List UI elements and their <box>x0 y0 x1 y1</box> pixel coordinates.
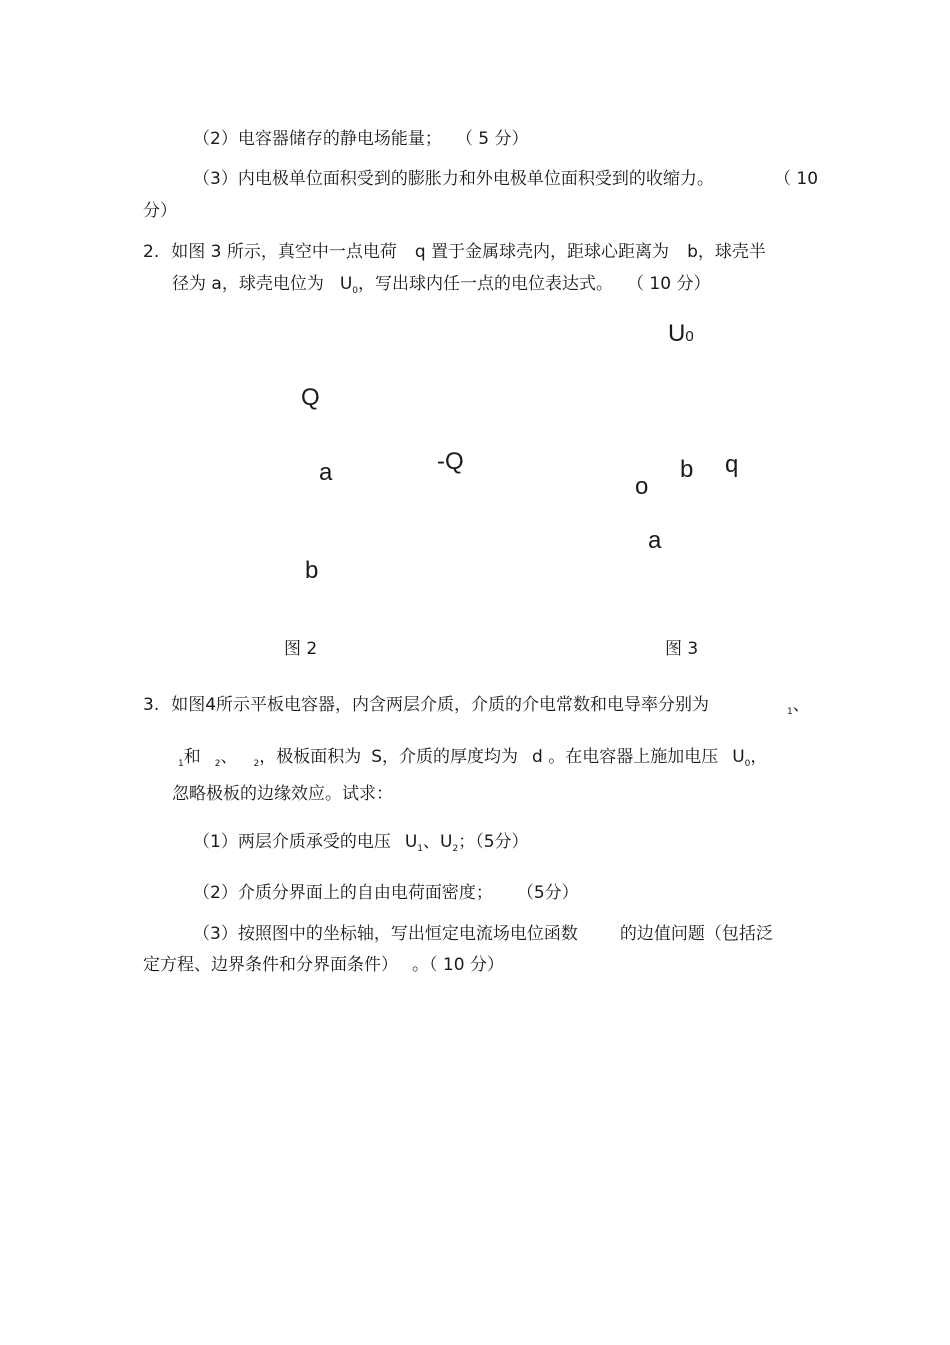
q3-item3-cont: 定方程、边界条件和分界面条件） 。（ 10 分） <box>143 955 504 975</box>
fig2-label-b: b <box>305 557 319 584</box>
q1-item3-score: （ 10 <box>774 169 819 189</box>
q3-item1: （1）两层介质承受的电压 $U_1$、$U_2$；（5分） <box>193 832 529 854</box>
fig3-label-a: a <box>648 527 662 554</box>
fig2-label-a: a <box>319 459 333 486</box>
q1-item2: （2）电容器储存的静电场能量； （ 5 分） <box>193 129 529 149</box>
fig3-label-o: o <box>635 473 649 500</box>
fig2-label-Q: Q <box>301 384 320 411</box>
q3-line1-symbols: $_1$、 <box>787 695 810 717</box>
fig3-label-U0: U0 <box>668 320 694 347</box>
q2-line1: 2. 如图 3 所示，真空中一点电荷 q 置于金属球壳内，距球心距离为 b，球壳半 <box>143 242 766 262</box>
q3-item3: （3）按照图中的坐标轴，写出恒定电流场电位函数 的边值问题（包括泛 <box>193 924 773 944</box>
fig2-caption: 图 2 <box>284 639 318 659</box>
fig3-label-b: b <box>680 456 694 483</box>
q1-item3: （3）内电极单位面积受到的膨胀力和外电极单位面积受到的收缩力。 <box>193 169 714 189</box>
fig3-label-q: q <box>725 451 739 478</box>
fig3-caption: 图 3 <box>665 639 699 659</box>
q3-line2: $_1$和 $_2$、 $_2$，极板面积为 S，介质的厚度均为 d 。在电容器上施加电压 $U_0$， <box>178 747 768 769</box>
fig2-label-negQ: -Q <box>437 448 464 475</box>
q3-line1: 3. 如图4所示平板电容器，内含两层介质，介质的介电常数和电导率分别为 <box>143 695 710 715</box>
q2-line2: 径为 a，球壳电位为 $U_0$，写出球内任一点的电位表达式。 （ 10 分） <box>172 274 711 296</box>
q3-item2: （2）介质分界面上的自由电荷面密度； （5分） <box>193 883 579 903</box>
q1-item3-score-cont: 分） <box>143 201 177 221</box>
q3-line3: 忽略极板的边缘效应。试求： <box>172 784 393 804</box>
